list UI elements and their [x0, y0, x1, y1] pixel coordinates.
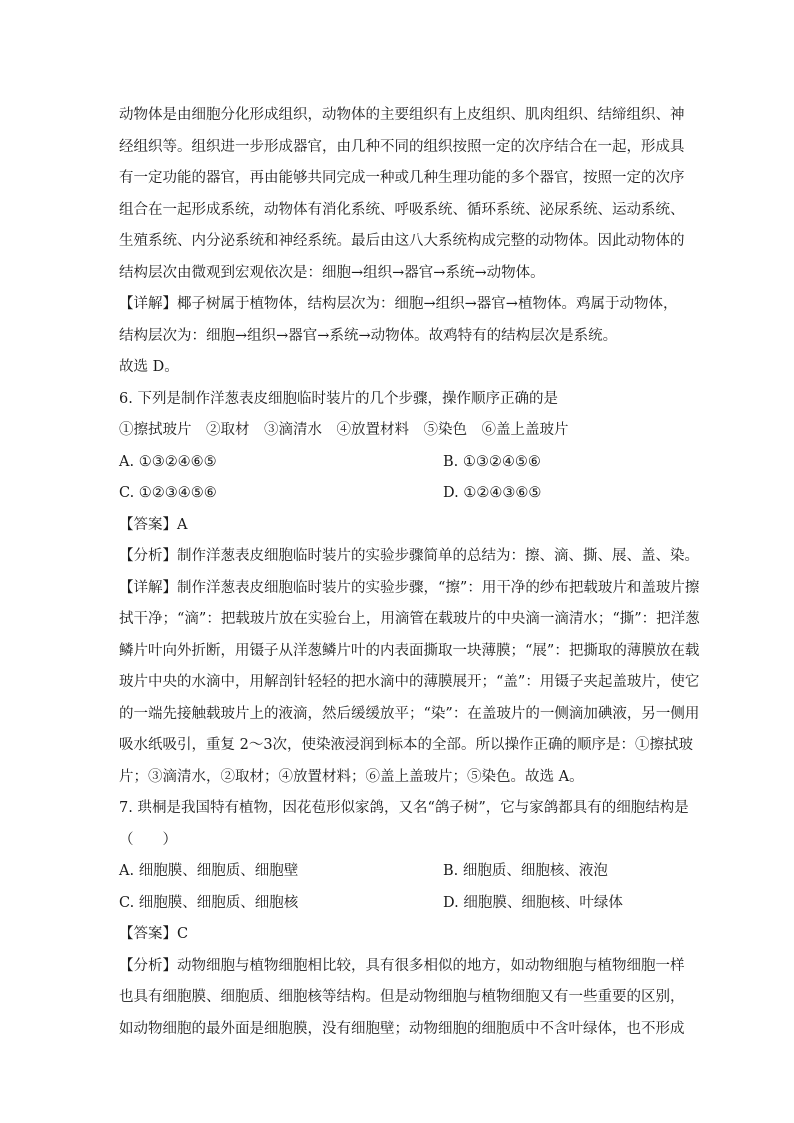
question-7-blank: （ ）	[119, 831, 177, 848]
question-7-options-row-2	[119, 888, 679, 920]
explanation-line: 【详解】制作洋葱表皮细胞临时装片的实验步骤，“擦”：用干净的纱布把载玻片和盖玻片擦	[119, 579, 700, 596]
document-body	[119, 100, 700, 1045]
answer-choice-line: 故选 D。	[119, 359, 179, 375]
text-line: 组合在一起形成系统，动物体有消化系统、呼吸系统、循环系统、泌尿系统、运动系统、	[119, 201, 685, 218]
question-6-steps: ①擦拭玻片 ②取材 ③滴清水 ④放置材料 ⑤染色 ⑥盖上盖玻片	[119, 422, 569, 438]
question-7-options-row-1	[119, 856, 679, 888]
text-line: 鳞片叶向外折断，用镊子从洋葱鳞片叶的内表面撕取一块薄膜；“展”：把撕取的薄膜放在载	[119, 642, 700, 659]
text-line: 如动物细胞的最外面是细胞膜，没有细胞壁；动物细胞的细胞质中不含叶绿体，也不形成	[119, 1020, 685, 1037]
text-line: 结构层次为：细胞→组织→器官→系统→动物体。故鸡特有的结构层次是系统。	[119, 327, 618, 344]
analysis-line: 【分析】制作洋葱表皮细胞临时装片的实验步骤简单的总结为：擦、滴、撕、展、盖、染。	[119, 548, 699, 564]
text-line: 动物体是由细胞分化形成组织，动物体的主要组织有上皮组织、肌肉组织、结缔组织、神	[119, 107, 685, 123]
answer-line: 【答案】C	[119, 926, 189, 942]
explanation-line: 【详解】椰子树属于植物体，结构层次为：细胞→组织→器官→植物体。鸡属于动物体，	[119, 296, 678, 312]
option-c: C. ①②③④⑤⑥	[119, 485, 217, 501]
option-b: B. 细胞质、细胞核、液泡	[443, 863, 608, 879]
text-line: 的一端先接触载玻片上的液滴，然后缓缓放平；“染”：在盖玻片的一侧滴加碘液，另一侧用	[119, 705, 700, 722]
option-a: A. 细胞膜、细胞质、细胞壁	[119, 863, 299, 879]
text-line: 有一定功能的器官，再由能够共同完成一种或几种生理功能的多个器官，按照一定的次序	[119, 170, 685, 186]
text-line: 拭干净；“滴”：把载玻片放在实验台上，用滴管在载玻片的中央滴一滴清水；“撕”：把洋葱	[119, 611, 700, 627]
text-line: 片；③滴清水，②取材；④放置材料；⑥盖上盖玻片；⑤染色。故选 A。	[119, 768, 584, 785]
analysis-line: 【分析】动物细胞与植物细胞相比较，具有很多相似的地方，如动物细胞与植物细胞一样	[119, 957, 685, 974]
text-line: 吸水纸吸引，重复 2～3次，使染液浸润到标本的全部。所以操作正确的顺序是：①擦拭玻	[119, 737, 694, 753]
text-line: 也具有细胞膜、细胞质、细胞核等结构。但是动物细胞与植物细胞又有一些重要的区别，	[119, 989, 685, 1005]
text-line: 结构层次由微观到宏观依次是：细胞→组织→器官→系统→动物体。	[119, 264, 545, 281]
answer-line: 【答案】A	[119, 516, 188, 533]
option-d: D. 细胞膜、细胞核、叶绿体	[443, 894, 623, 911]
question-7-stem: 7. 珙桐是我国特有植物，因花苞形似家鸽，又名“鸽子树”，它与家鸽都具有的细胞结构是	[119, 800, 689, 816]
option-d: D. ①②④③⑥⑤	[443, 485, 542, 501]
option-a: A. ①③②④⑥⑤	[119, 453, 217, 470]
option-b: B. ①③②④⑤⑥	[443, 453, 541, 470]
text-line: 生殖系统、内分泌系统和神经系统。最后由这八大系统构成完整的动物体。因此动物体的	[119, 233, 685, 249]
text-line: 经组织等。组织进一步形成器官，由几种不同的组织按照一定的次序结合在一起，形成具	[119, 138, 685, 155]
question-6-options-row-1	[119, 447, 679, 479]
text-line: 玻片中央的水滴中，用解剖针轻轻的把水滴中的薄膜展开；“盖”：用镊子夹起盖玻片，使它	[119, 674, 700, 690]
option-c: C. 细胞膜、细胞质、细胞核	[119, 894, 299, 911]
question-6-options-row-2	[119, 478, 679, 510]
question-6-stem: 6. 下列是制作洋葱表皮细胞临时装片的几个步骤，操作顺序正确的是	[119, 390, 558, 407]
